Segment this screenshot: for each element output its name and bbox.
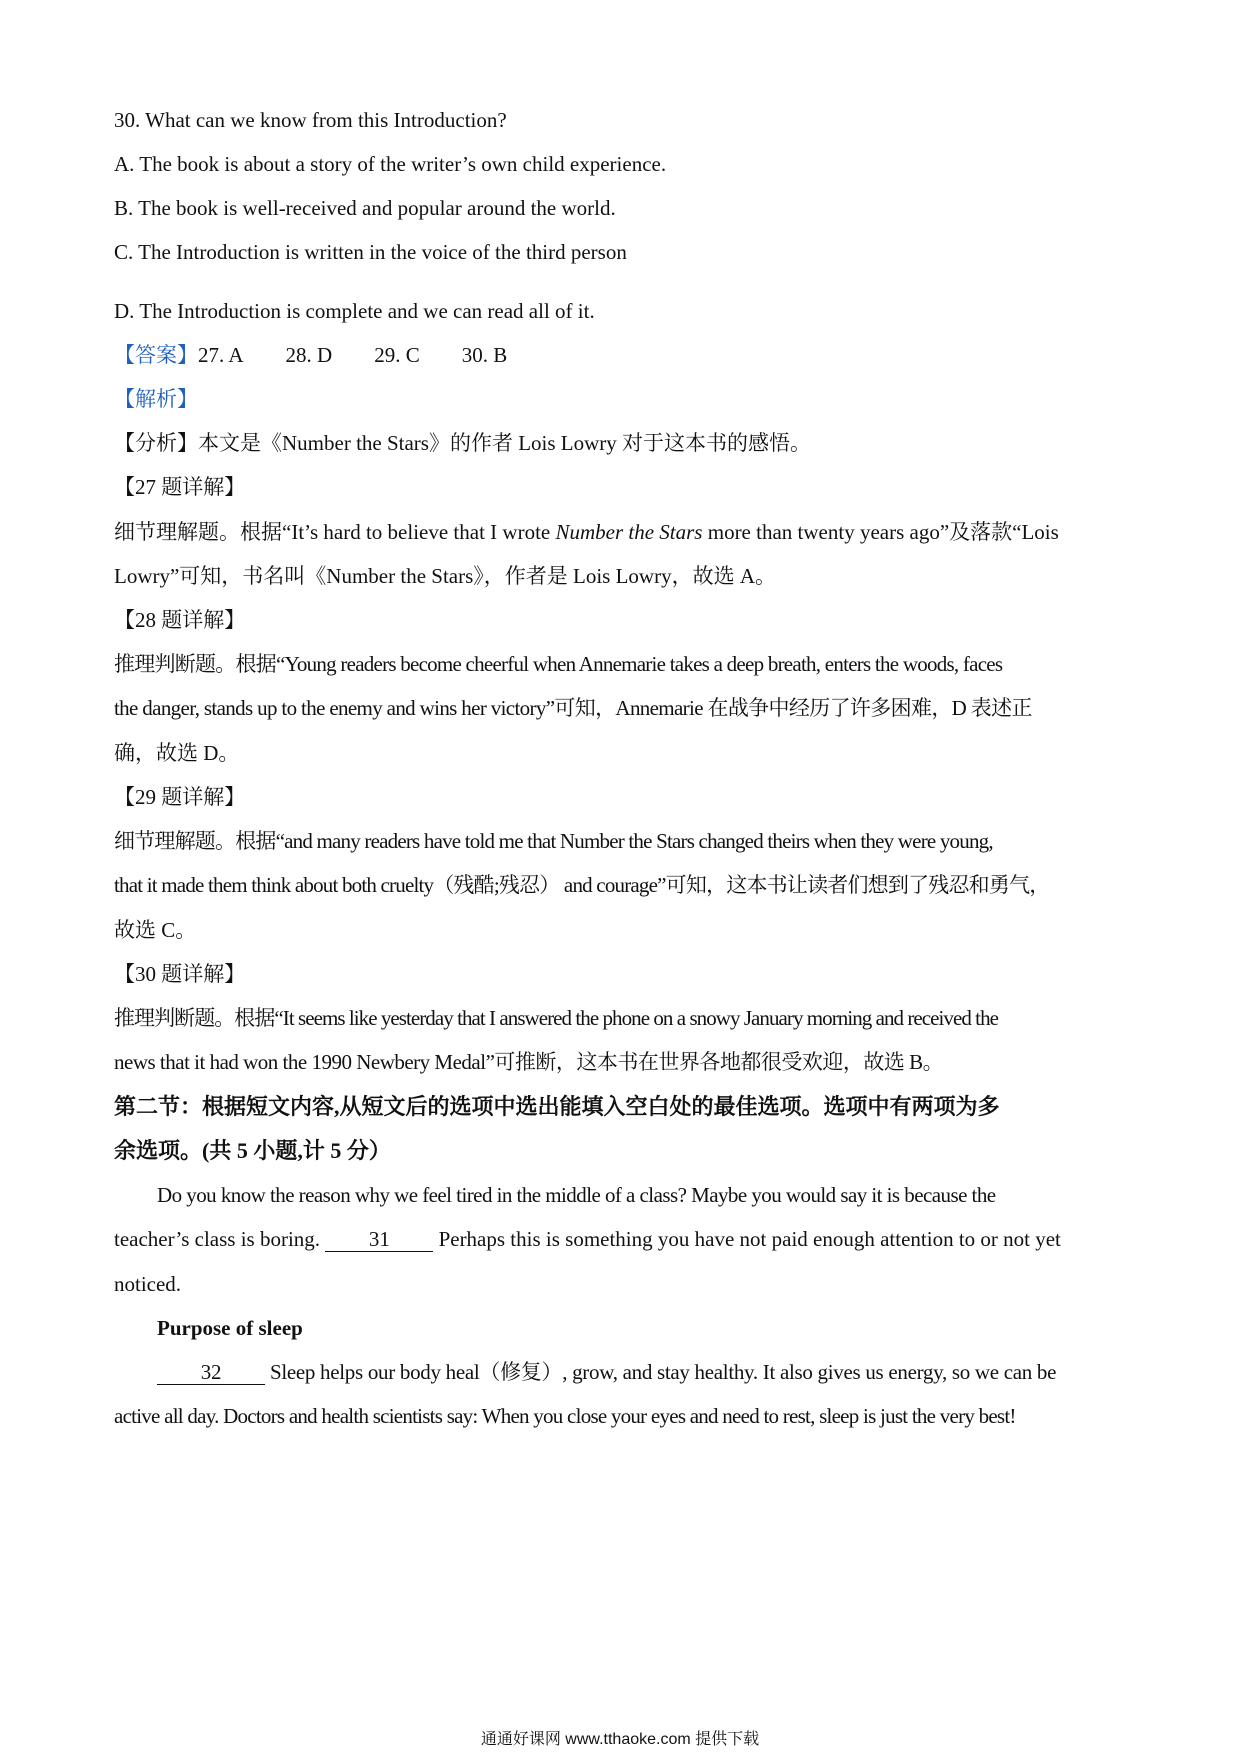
answer-28: 28. D bbox=[285, 343, 333, 367]
q29-line-3: 故选 C。 bbox=[114, 918, 197, 942]
q28-heading: 【28 题详解】 bbox=[114, 608, 246, 632]
answer-27: 27. A bbox=[198, 343, 244, 367]
q27-line-1 bbox=[114, 518, 1059, 546]
q27-line-1-pre: 细节理解题。根据“It’s hard to believe that I wrote bbox=[114, 520, 556, 544]
blank-31[interactable]: 31 bbox=[325, 1227, 433, 1252]
book-title-italic: Number the Stars bbox=[555, 520, 703, 544]
q30-option-a: A. The book is about a story of the writer’s own child experience. bbox=[114, 152, 667, 176]
q30-option-d: D. The Introduction is complete and we can read all of it. bbox=[114, 299, 595, 323]
blank-32[interactable]: 32 bbox=[157, 1360, 265, 1385]
q30-detail-heading: 【30 题详解】 bbox=[114, 962, 246, 986]
q30-option-c: C. The Introduction is written in the voice of the third person bbox=[114, 240, 627, 264]
page-footer: 通通好课网 www.tthaoke.com 提供下载 bbox=[480, 1731, 760, 1748]
passage-p2-line-1 bbox=[157, 1358, 1056, 1386]
section2-title-line-2: 余选项。(共 5 小题,计 5 分） bbox=[114, 1138, 391, 1163]
q27-line-2: Lowry”可知，书名叫《Number the Stars》，作者是 Lois Lowry，故选 A。 bbox=[114, 564, 777, 588]
q28-line-3: 确，故选 D。 bbox=[114, 741, 240, 765]
answer-line bbox=[114, 341, 507, 369]
subheading-purpose-of-sleep: Purpose of sleep bbox=[157, 1316, 303, 1340]
q30-option-b: B. The book is well-received and popular around the world. bbox=[114, 196, 616, 220]
q30-detail-line-1: 推理判断题。根据“It seems like yesterday that I answered the phone on a snowy January morning and received the bbox=[114, 1006, 998, 1030]
q29-heading: 【29 题详解】 bbox=[114, 785, 246, 809]
passage-p1-line-2 bbox=[114, 1225, 1061, 1253]
answer-30: 30. B bbox=[461, 343, 508, 367]
section2-title-line-1: 第二节：根据短文内容,从短文后的选项中选出能填入空白处的最佳选项。选项中有两项为多 bbox=[114, 1094, 1000, 1119]
q28-line-1: 推理判断题。根据“Young readers become cheerful when Annemarie takes a deep breath, enters the woods, faces bbox=[114, 652, 1003, 676]
passage-p1-line-3: noticed. bbox=[114, 1272, 182, 1296]
q27-heading: 【27 题详解】 bbox=[114, 475, 246, 499]
analysis-label: 【解析】 bbox=[114, 387, 198, 411]
passage-p1-line-1: Do you know the reason why we feel tired in the middle of a class? Maybe you would say it is because the bbox=[157, 1183, 996, 1207]
answer-label: 【答案】 bbox=[114, 343, 198, 367]
passage-p1-line-2-pre: teacher’s class is boring. bbox=[114, 1227, 326, 1251]
passage-p2-line-1-post: Sleep helps our body heal（修复）, grow, and stay healthy. It also gives us energy, so we can be bbox=[265, 1360, 1057, 1384]
answer-29: 29. C bbox=[374, 343, 420, 367]
q29-line-2: that it made them think about both cruelty（残酷;残忍） and courage”可知，这本书让读者们想到了残忍和勇气， bbox=[114, 873, 1050, 897]
q30-stem: 30. What can we know from this Introduction? bbox=[114, 108, 507, 132]
q29-line-1: 细节理解题。根据“and many readers have told me that Number the Stars changed theirs when they were young, bbox=[114, 829, 993, 853]
q27-line-1-post: more than twenty years ago”及落款“Lois bbox=[702, 520, 1059, 544]
q30-detail-line-2: news that it had won the 1990 Newbery Medal”可推断，这本书在世界各地都很受欢迎，故选 B。 bbox=[114, 1050, 944, 1074]
passage-p1-line-2-post: Perhaps this is something you have not paid enough attention to or not yet bbox=[433, 1227, 1061, 1251]
passage-p2-line-2: active all day. Doctors and health scientists say: When you close your eyes and need to rest, sleep is just the very best! bbox=[114, 1404, 1016, 1428]
q28-line-2: the danger, stands up to the enemy and wins her victory”可知，Annemarie 在战争中经历了许多困难，D 表述正 bbox=[114, 696, 1032, 720]
analysis-summary: 【分析】本文是《Number the Stars》的作者 Lois Lowry 对于这本书的感悟。 bbox=[114, 431, 812, 455]
